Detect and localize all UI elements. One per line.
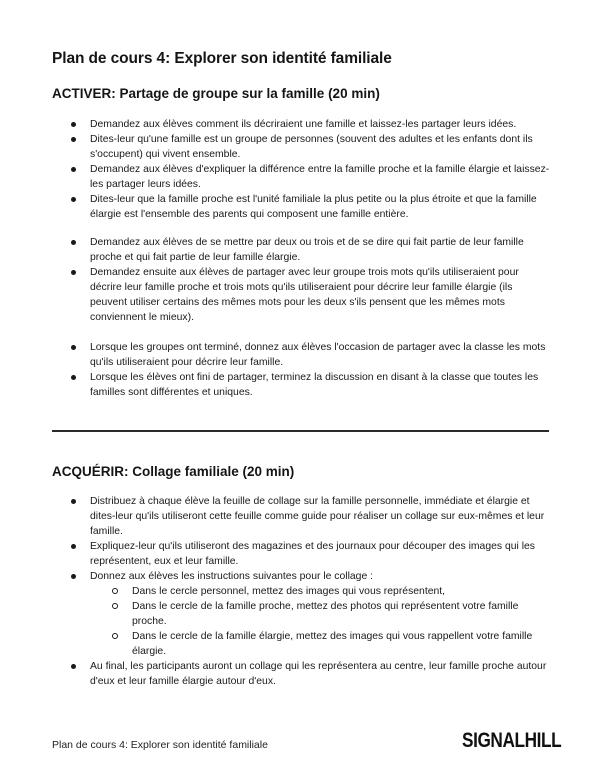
list-item: Lorsque les élèves ont fini de partager, terminez la discussion en disant à la classe que toutes les familles sont différentes et uniques. <box>68 370 550 400</box>
list-item: Dites-leur que la famille proche est l'unité familiale la plus petite ou la plus étroite et que la famille élargie est l'ensemble des parents qui composent une famille entière. <box>68 192 550 222</box>
list-item: Demandez aux élèves de se mettre par deux ou trois et de se dire qui fait partie de leur famille proche et qui fait partie de leur famille élargie. <box>68 235 550 265</box>
sub-list-item: Dans le cercle personnel, mettez des images qui vous représentent, <box>107 584 550 599</box>
page-title: Plan de cours 4: Explorer son identité familiale <box>52 50 392 67</box>
list-item: Lorsque les groupes ont terminé, donnez aux élèves l'occasion de partager avec la classe les mots qu'ils utiliseraient pour décrire leur famille. <box>68 340 550 370</box>
acquerir-heading: ACQUÉRIR: Collage familiale (20 min) <box>52 464 295 479</box>
list-item <box>68 569 550 659</box>
list-item: Dites-leur qu'une famille est un groupe de personnes (souvent des adultes et les enfants dont ils s'occupent) qui vivent ensemble. <box>68 132 550 162</box>
list-item-text: Donnez aux élèves les instructions suivantes pour le collage : <box>90 571 374 582</box>
logo-signal: SIGNAL <box>462 729 525 752</box>
list-item: Expliquez-leur qu'ils utiliseront des magazines et des journaux pour découper des images qui les représentent, eux et leur famille. <box>68 539 550 569</box>
list-item: Distribuez à chaque élève la feuille de collage sur la famille personnelle, immédiate et élargie et dites-leur qu'ils utiliseront cette feuille comme guide pour réaliser un collage sur eux-mêmes et leur famille. <box>68 494 550 539</box>
sub-list-item: Dans le cercle de la famille élargie, mettez des images qui vous rappellent votre famille élargie. <box>107 629 550 659</box>
collage-instructions <box>90 584 550 659</box>
list-item: Demandez ensuite aux élèves de partager avec leur groupe trois mots qu'ils utiliseraient pour décrire leur famille proche et trois mots qu'ils utiliseraient pour décrire leur famille élargie (ils peuvent utiliser certains des mêmes mots pour les deux s'ils pensent que les mêmes mots conviennent le mieux). <box>68 265 550 325</box>
acquerir-list <box>68 494 550 689</box>
footer-text: Plan de cours 4: Explorer son identité familiale <box>52 739 268 751</box>
list-item: Au final, les participants auront un collage qui les représentera au centre, leur famille proche autour d'eux et leur famille élargie autour d'eux. <box>68 659 550 689</box>
signalhill-logo <box>462 729 561 753</box>
section-divider <box>52 430 549 432</box>
activer-list-3 <box>68 340 550 400</box>
activer-list-1 <box>68 117 550 222</box>
activer-heading: ACTIVER: Partage de groupe sur la famille (20 min) <box>52 86 380 101</box>
activer-list-2 <box>68 235 550 325</box>
list-item: Demandez aux élèves comment ils décriraient une famille et laissez-les partager leurs idées. <box>68 117 550 132</box>
logo-hill: HILL <box>524 729 562 752</box>
list-item: Demandez aux élèves d'expliquer la différence entre la famille proche et la famille élargie et laissez-les partager leurs idées. <box>68 162 550 192</box>
sub-list-item: Dans le cercle de la famille proche, mettez des photos qui représentent votre famille proche. <box>107 599 550 629</box>
